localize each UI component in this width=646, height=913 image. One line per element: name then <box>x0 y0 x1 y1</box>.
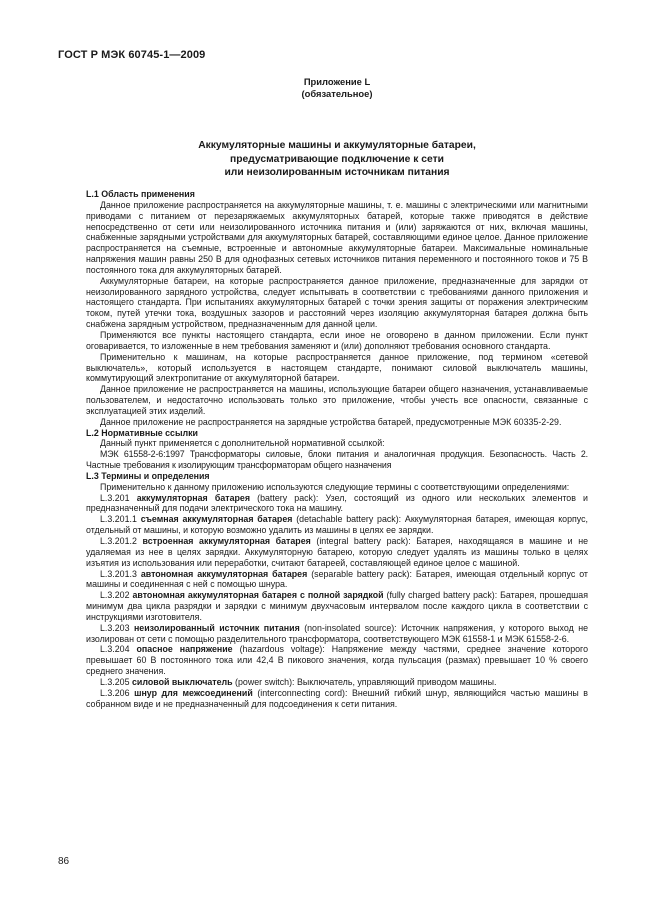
term-name: автономная аккумуляторная батарея <box>140 568 308 579</box>
paragraph: Применительно к данному приложению используются следующие термины с соответствующими определениями: <box>100 481 570 492</box>
paragraph: Аккумуляторные батареи, на которые распространяется данное приложение, предназначенные для зарядки от неизолированного зарядного устройства, следует испытывать в соответствии с требованиями данного приложения и настоящего стандарта. При испытаниях аккумуляторных батарей с точки зрения защиты от поражения электрическим током, путей утечки тока, воздушных зазоров и расстояний через изоляцию аккумуляторная батарея должна быть снабжена зарядным устройством, предназначенным для данной цели. <box>86 275 588 330</box>
term-text: (non-insolated source): Источник напряжения, у которого выход не изолирован от сети с помощью разделительного трансформатора, соответствующего МЭК 61558-1 и МЭК 61558-2-6. <box>86 622 589 644</box>
annex-label: Приложение L <box>303 76 371 87</box>
annex-title-line-3: или неизолированным источникам питания <box>224 167 450 179</box>
annex-title-line-2: предусматривающие подключение к сети <box>230 153 444 165</box>
term-definition <box>86 569 588 591</box>
paragraph: Данное приложение не распространяется на зарядные устройства батарей, предусмотренные МЭК 60335-2-29. <box>100 416 562 427</box>
term-name: шнур для межсоединений <box>134 687 253 698</box>
term-definition <box>86 677 588 688</box>
term-name: съемная аккумуляторная батарея <box>140 514 293 525</box>
term-definition <box>86 536 588 569</box>
term-number: L.3.204 <box>100 644 130 655</box>
term-text: (power switch): Выключатель, управляющий приводом машины. <box>232 676 497 687</box>
term-name: опасное напряжение <box>136 644 233 655</box>
term-number: L.3.205 <box>100 676 130 687</box>
term-number: L.3.206 <box>100 687 130 698</box>
term-name: встроенная аккумуляторная батарея <box>142 536 311 546</box>
paragraph: Применительно к машинам, на которые распространяется данное приложение, под термином «сетевой выключатель», который используется в настоящем стандарте, понимают силовой выключатель машины, коммутирующий электропитание от аккумуляторной батареи. <box>86 351 588 384</box>
term-definition <box>86 688 588 710</box>
paragraph: Применяются все пункты настоящего стандарта, если иное не оговорено в данном приложении. Если пункт оговаривается, то изложенные в нем требования заменяют и (или) дополняют требования основного стандарта. <box>86 329 588 351</box>
annex-heading <box>86 76 588 100</box>
term-name: неизолированный источник питания <box>133 622 300 633</box>
section-heading-terms: L.3 Термины и определения <box>86 470 210 481</box>
term-text: (separable battery pack): Батарея, имеющая отдельный корпус от машины и соединенная с ней с помощью шнура. <box>86 568 588 590</box>
term-text: (battery pack): Узел, состоящий из одного или нескольких элементов и предназначенный для подачи электрического тока на машину. <box>86 492 588 514</box>
reference-entry: МЭК 61558-2-6:1997 Трансформаторы силовые, блоки питания и аналогичная продукция. Безопасность. Часть 2. Частные требования к изолирующим трансформаторам общего назначения <box>86 449 588 471</box>
term-definition <box>86 514 588 536</box>
term-definition <box>86 590 588 623</box>
term-definition <box>86 644 588 677</box>
annex-title-line-1: Аккумуляторные машины и аккумуляторные батареи, <box>198 140 476 151</box>
term-number: L.3.202 <box>100 590 130 601</box>
section-heading-scope: L.1 Область применения <box>86 189 195 199</box>
term-text: (integral battery pack): Батарея, находящаяся в машине и не удаляемая из нее в целях зарядки. Аккумуляторную батарею, которую следует удалять из машины только в целях изъятия из использования или переработки, считают батареей, составляющей единое целое с машиной. <box>86 536 588 568</box>
term-definition <box>86 623 588 645</box>
term-text: (detachable battery pack): Аккумуляторная батарея, имеющая корпус, отдельный от машины, и которую возможно удалить из машины в целях ее зарядки. <box>86 514 588 536</box>
term-text: (interconnecting cord): Внешний гибкий шнур, являющийся частью машины в собранном виде и не предназначенный для подсоединения к сети питания. <box>86 687 588 709</box>
term-number: L.3.201.1 <box>100 514 137 525</box>
term-number: L.3.201 <box>100 492 130 503</box>
term-text: (hazardous voltage): Напряжение между частями, среднее значение которого превышает 60 В постоянного тока или 42,4 В пикового значения, когда пульсация (размах) превышает 10 % своего среднего значения. <box>86 644 588 677</box>
term-name: силовой выключатель <box>131 676 233 687</box>
document-code: ГОСТ Р МЭК 60745-1—2009 <box>58 49 206 61</box>
paragraph: Данный пункт применяется с дополнительной нормативной ссылкой: <box>100 438 385 449</box>
annex-title <box>86 139 588 180</box>
term-name: аккумуляторная батарея <box>136 492 250 503</box>
term-definition <box>86 493 588 515</box>
page-number: 86 <box>58 856 70 867</box>
annex-status: (обязательное) <box>301 88 373 99</box>
term-name: автономная аккумуляторная батарея с полной зарядкой <box>132 590 384 601</box>
paragraph: Данное приложение не распространяется на машины, использующие батареи общего назначения, устанавливаемые пользователем, и недостаточно использовать только это приложение, чтобы учесть все опасности, связанные с эксплуатацией этих изделий. <box>86 384 588 416</box>
document-body <box>86 189 588 710</box>
term-number: L.3.201.3 <box>100 568 137 579</box>
term-text: (fully charged battery pack): Батарея, прошедшая минимум два цикла разрядки и зарядки с минимум двухчасовым интервалом после каждого цикла в соответствии с инструкциями изготовителя. <box>86 590 588 622</box>
term-number: L.3.201.2 <box>100 536 137 546</box>
section-heading-references: L.2 Нормативные ссылки <box>86 427 198 438</box>
paragraph: Данное приложение распространяется на аккумуляторные машины, т. е. машины с электрическими или магнитными приводами с питанием от перезаряжаемых аккумуляторных батарей, которые также приводятся в действие непосредственно от сети или неизолированного источника питания и (или) заряжаются от них, включая машины, снабженные зарядными устройствами для аккумуляторных батарей, составляющими единое целое. Данное приложение распространяется на съемные, встроенные и автономные аккумуляторные батареи. Максимальные номинальные напряжения машин равны 250 В для однофазных сетевых источников питания переменного и постоянного токов и 75 В постоянного тока для аккумуляторных батарей. <box>86 199 588 275</box>
term-number: L.3.203 <box>100 622 130 633</box>
